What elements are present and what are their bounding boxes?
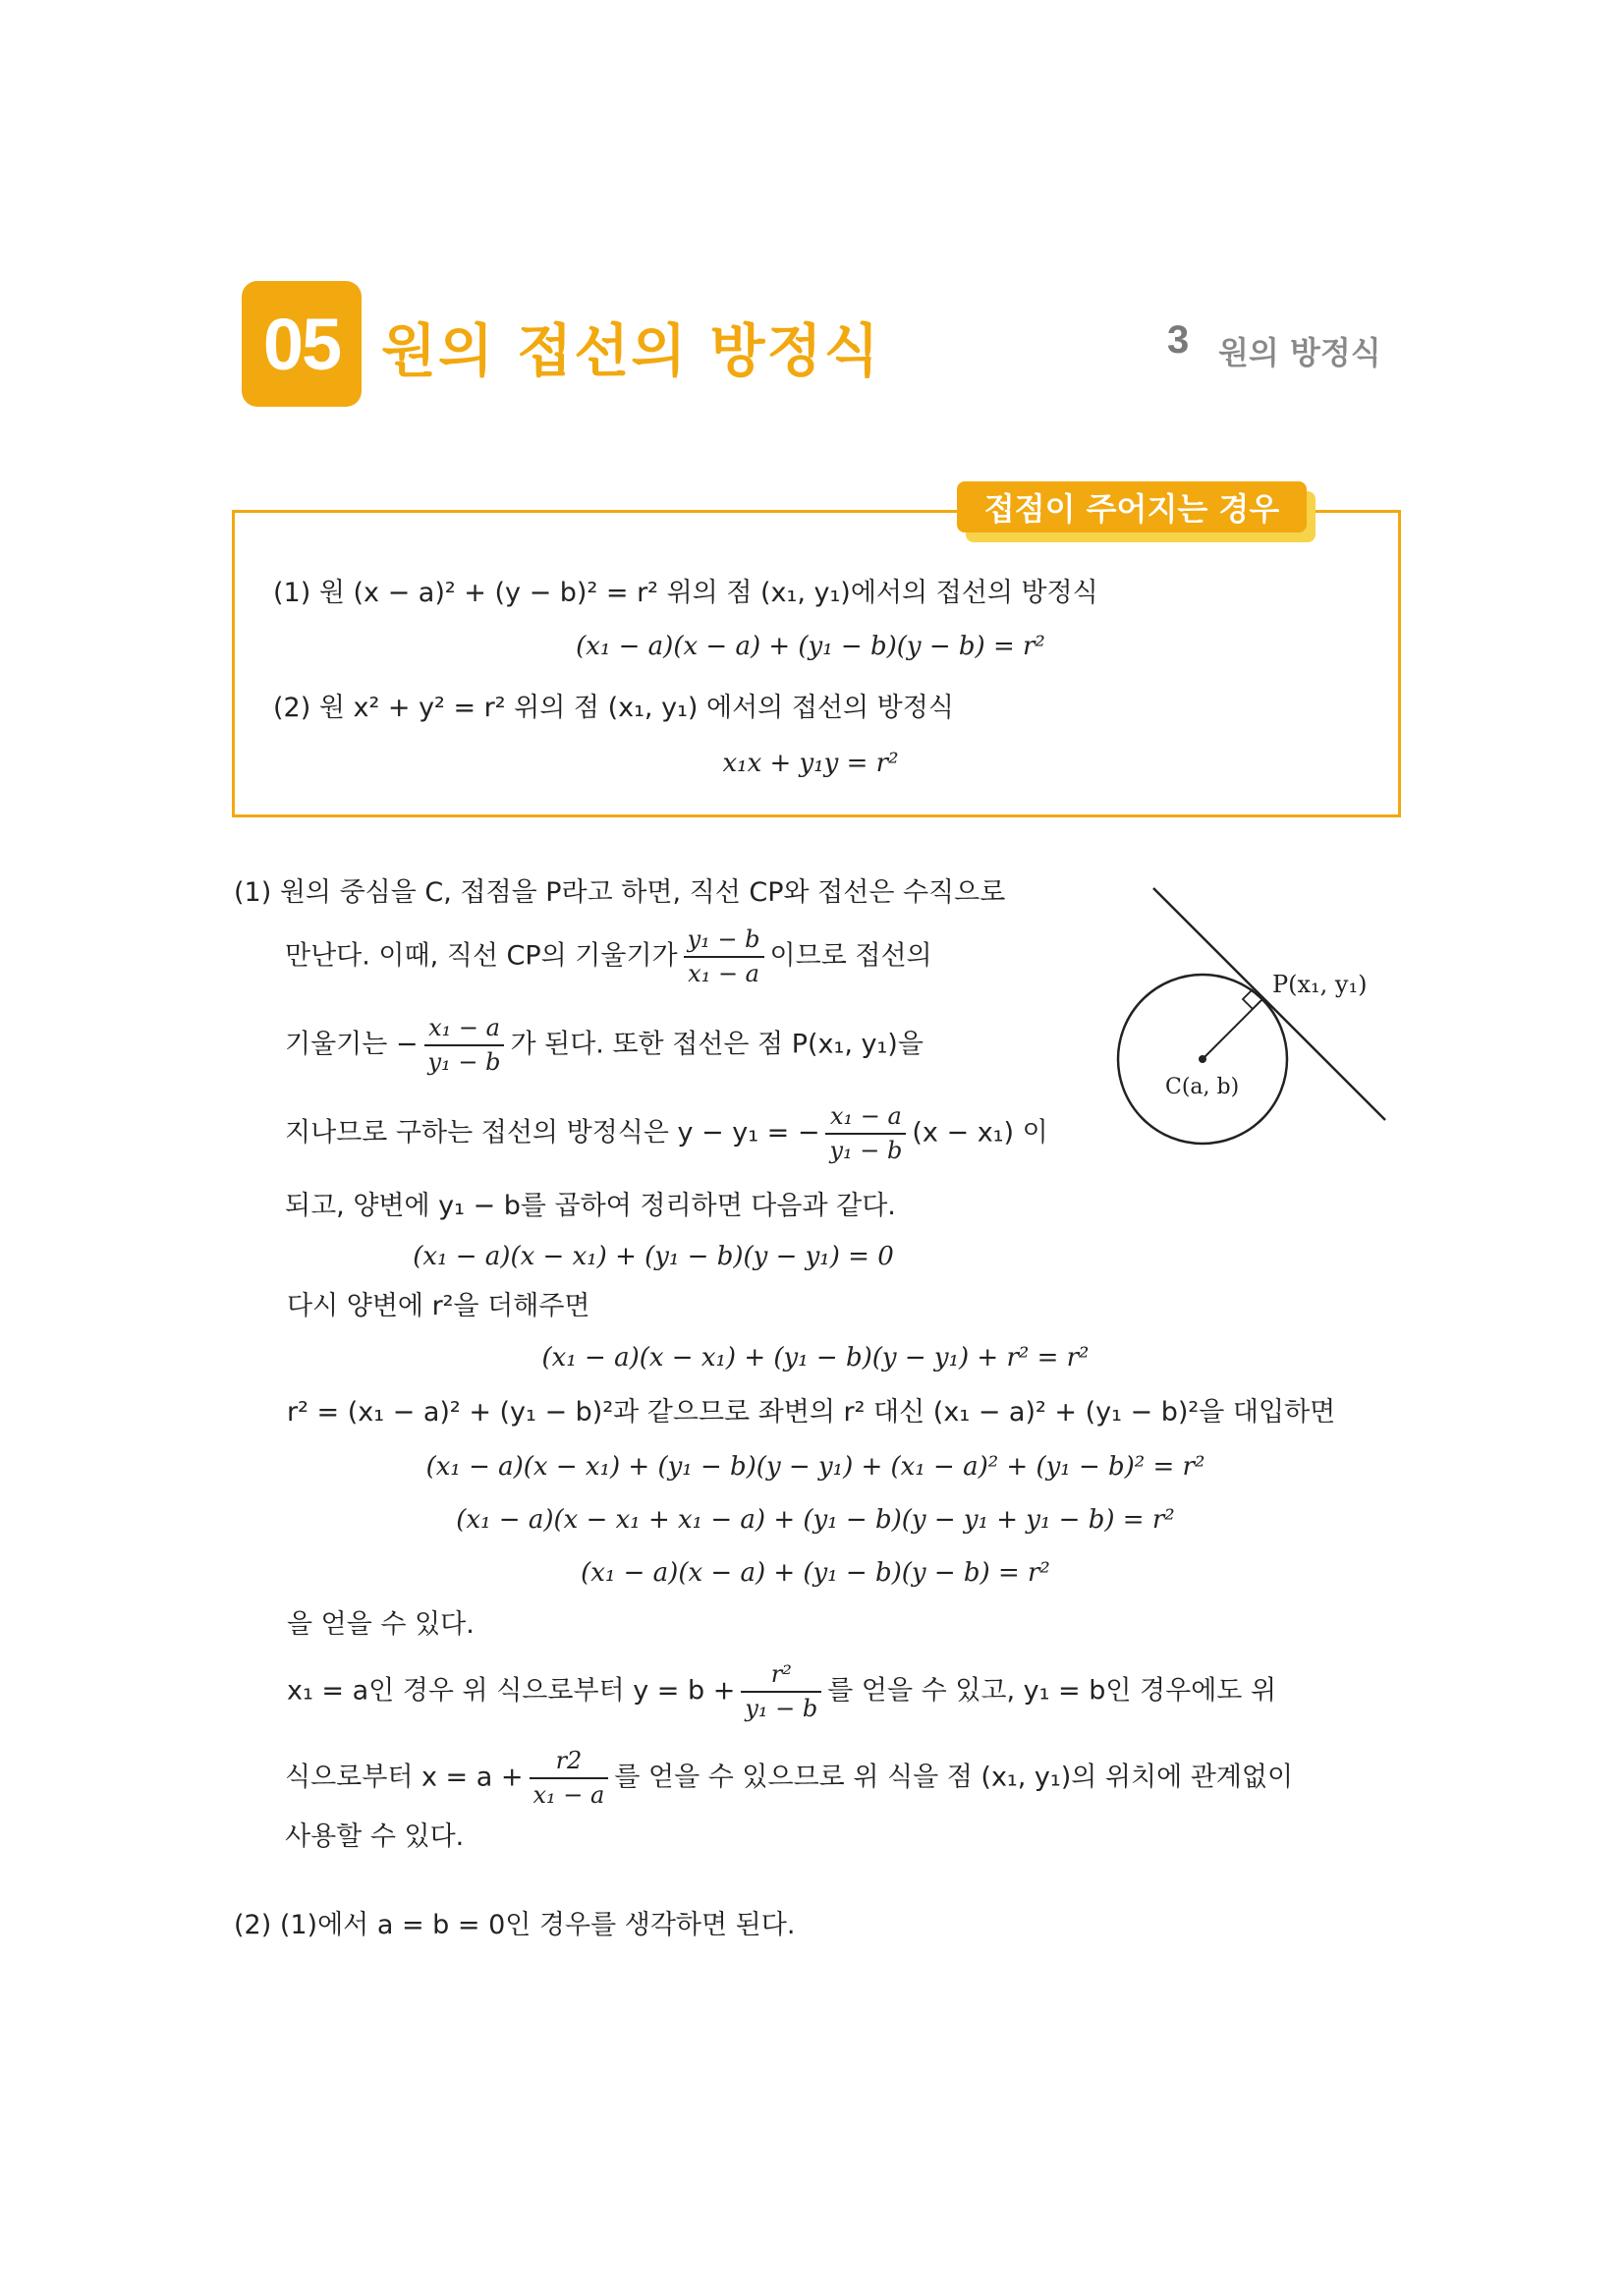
chapter-number: 3 xyxy=(1167,318,1190,362)
summary-item-2: (2) 원 x² + y² = r² 위의 점 (x₁, y₁) 에서의 접선의 방정식 xyxy=(273,693,954,723)
paragraph-10 xyxy=(285,1747,1293,1810)
fraction-numerator: x₁ − a xyxy=(424,1014,505,1046)
paragraph-9-text-a: x₁ = a인 경우 위 식으로부터 y = b + xyxy=(287,1675,736,1707)
summary-equation-2: x₁x + y₁y = r² xyxy=(722,749,899,778)
slope-cp-fraction xyxy=(684,925,764,988)
radius-cp xyxy=(1203,999,1262,1059)
paragraph-11: 사용할 수 있다. xyxy=(285,1821,465,1852)
point-p-label: P(x₁, y₁) xyxy=(1272,971,1368,998)
summary-item-1: (1) 원 (x − a)² + (y − b)² = r² 위의 점 (x₁, y₁)에서의 접선의 방정식 xyxy=(273,578,1098,608)
chapter-title: 원의 방정식 xyxy=(1218,334,1381,371)
paragraph-2-text-b: 이므로 접선의 xyxy=(769,940,932,972)
fraction-numerator: r² xyxy=(741,1660,821,1693)
summary-equation-1: (x₁ − a)(x − a) + (y₁ − b)(y − b) = r² xyxy=(576,632,1045,661)
paragraph-10-text-a: 식으로부터 x = a + xyxy=(285,1762,524,1793)
right-angle-mark xyxy=(1243,989,1253,1009)
paragraph-2 xyxy=(285,925,932,988)
paragraph-3-text-b: 가 된다. 또한 접선은 점 P(x₁, y₁)을 xyxy=(510,1029,924,1060)
tangent-eq-fraction xyxy=(825,1102,906,1165)
y-value-fraction xyxy=(741,1660,821,1723)
paragraph-3-text-a: 기울기는 − xyxy=(285,1029,419,1060)
fraction-numerator: r2 xyxy=(530,1747,609,1779)
equation-4: (x₁ − a)(x − x₁ + x₁ − a) + (y₁ − b)(y − y₁ + y₁ − b) = r² xyxy=(456,1505,1175,1535)
paragraph-9 xyxy=(287,1660,1276,1723)
fraction-denominator: y₁ − b xyxy=(427,1047,501,1076)
fraction-denominator: x₁ − a xyxy=(688,959,759,987)
paragraph-4-text-a: 지나므로 구하는 접선의 방정식은 y − y₁ = − xyxy=(285,1117,820,1148)
equation-5: (x₁ − a)(x − a) + (y₁ − b)(y − b) = r² xyxy=(581,1558,1050,1588)
paragraph-5: 되고, 양변에 y₁ − b를 곱하여 정리하면 다음과 같다. xyxy=(285,1191,896,1221)
paragraph-12: (2) (1)에서 a = b = 0인 경우를 생각하면 된다. xyxy=(234,1910,796,1940)
fraction-numerator: x₁ − a xyxy=(825,1102,906,1135)
equation-2: (x₁ − a)(x − x₁) + (y₁ − b)(y − y₁) + r² = r² xyxy=(541,1343,1090,1372)
center-c-label: C(a, b) xyxy=(1165,1075,1240,1099)
section-title: 원의 접선의 방정식 xyxy=(381,317,881,384)
tangent-figure xyxy=(1100,865,1415,1159)
paragraph-9-text-b: 를 얻을 수 있고, y₁ = b인 경우에도 위 xyxy=(827,1675,1277,1707)
fraction-denominator: y₁ − b xyxy=(829,1136,903,1164)
equation-1: (x₁ − a)(x − x₁) + (y₁ − b)(y − y₁) = 0 xyxy=(413,1242,894,1271)
x-value-fraction xyxy=(530,1747,609,1810)
fraction-denominator: y₁ − b xyxy=(745,1694,818,1722)
paragraph-3 xyxy=(285,1014,924,1077)
paragraph-6: 다시 양변에 r²을 더해주면 xyxy=(287,1291,590,1321)
center-point xyxy=(1199,1055,1206,1063)
paragraph-4 xyxy=(285,1102,1048,1165)
section-number: 05 xyxy=(262,303,341,385)
paragraph-8: 을 얻을 수 있다. xyxy=(287,1609,475,1640)
paragraph-2-text-a: 만난다. 이때, 직선 CP의 기울기가 xyxy=(285,940,678,972)
section-number-badge xyxy=(242,281,362,407)
fraction-denominator: x₁ − a xyxy=(532,1780,605,1809)
paragraph-1: (1) 원의 중심을 C, 접점을 P라고 하면, 직선 CP와 접선은 수직으로 xyxy=(234,877,1006,908)
paragraph-10-text-b: 를 얻을 수 있으므로 위 식을 점 (x₁, y₁)의 위치에 관계없이 xyxy=(614,1762,1294,1793)
paragraph-4-text-b: (x − x₁) 이 xyxy=(912,1117,1048,1148)
fraction-numerator: y₁ − b xyxy=(684,925,764,958)
paragraph-7: r² = (x₁ − a)² + (y₁ − b)²과 같으므로 좌변의 r² 대신 (x₁ − a)² + (y₁ − b)²을 대입하면 xyxy=(287,1397,1336,1428)
summary-tag: 접점이 주어지는 경우 xyxy=(957,481,1307,532)
equation-3: (x₁ − a)(x − x₁) + (y₁ − b)(y − y₁) + (x₁ − a)² + (y₁ − b)² = r² xyxy=(425,1452,1205,1482)
tangent-slope-fraction xyxy=(424,1014,505,1077)
